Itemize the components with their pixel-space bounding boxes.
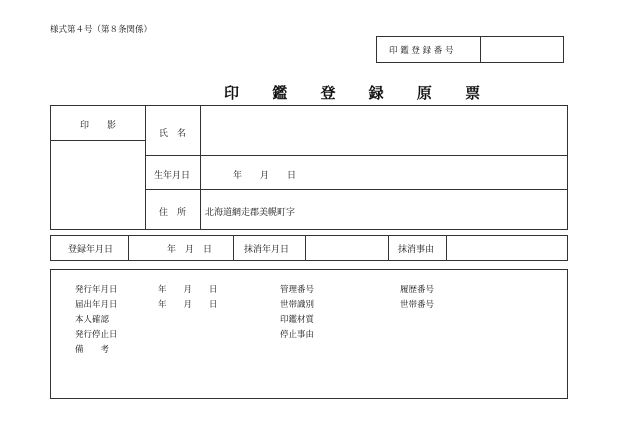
address-field[interactable]: 北海道網走郡美幌町字 [205,208,296,218]
name-label: 氏 名 [159,129,187,139]
notification-date-field[interactable]: 年 月 日 [158,300,218,310]
page-title: 印 鑑 登 録 原 票 [224,84,495,102]
issue-date-label: 発行年月日 [75,285,118,295]
history-number-label: 履歴番号 [400,285,435,295]
management-number-label: 管理番号 [280,285,315,295]
address-label: 住 所 [159,208,187,218]
registration-date-field[interactable]: 年 月 日 [167,245,213,255]
form-number: 様式第４号（第８条関係） [50,25,153,35]
cancellation-reason-label: 抹消事由 [398,245,435,255]
household-type-label: 世帯識別 [280,300,315,310]
household-number-label: 世帯番号 [400,300,435,310]
seal-impression-area [52,142,143,228]
issue-date-field[interactable]: 年 月 日 [158,285,218,295]
seal-impression-label: 印 影 [80,121,117,131]
remarks-label: 備 考 [75,345,110,355]
registration-number-label: 印 鑑 登 録 番 号 [389,46,454,56]
cancellation-date-label: 抹消年月日 [244,245,290,255]
birth-date-label: 生年月日 [154,171,191,181]
issue-stop-date-label: 発行停止日 [75,330,118,340]
stop-reason-label: 停止事由 [280,330,315,340]
registration-date-label: 登録年月日 [68,245,114,255]
identity-check-label: 本人確認 [75,315,110,325]
birth-date-field[interactable]: 年 月 日 [233,171,297,181]
notification-date-label: 届出年月日 [75,300,118,310]
seal-material-label: 印鑑材質 [280,315,315,325]
